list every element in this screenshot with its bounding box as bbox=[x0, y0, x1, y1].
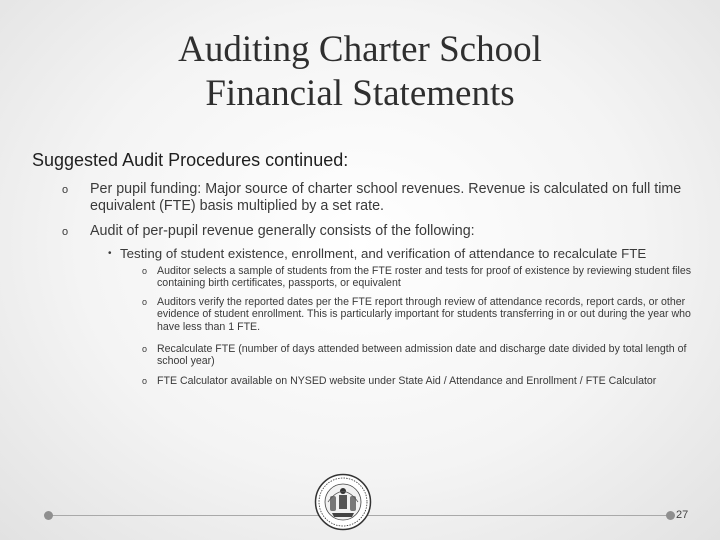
page-number: 27 bbox=[676, 509, 689, 521]
sub-sub-bullet-text: Recalculate FTE (number of days attended between admission date and discharge date divided by total length of school year) bbox=[157, 343, 687, 368]
bullet-marker: o bbox=[62, 184, 69, 196]
bullet-text: Audit of per-pupil revenue generally consists of the following: bbox=[90, 223, 475, 239]
footer-left-dot-icon bbox=[44, 511, 53, 520]
section-heading: Suggested Audit Procedures continued: bbox=[32, 150, 349, 170]
bullet-text: Per pupil funding: Major source of charter school revenues. Revenue is calculated on full time equivalent (FTE) basis multiplied by a set rate. bbox=[90, 181, 682, 214]
sub-sub-bullet-text: FTE Calculator available on NYSED website under State Aid / Attendance and Enrollment / FTE Calculator bbox=[157, 375, 657, 387]
sub-sub-bullet-text: Auditors verify the reported dates per the FTE report through review of attendance records, report cards, or other evidence of student enrollment. This is particularly important for students transferring in or out during the year who have less than 1 FTE. bbox=[157, 296, 691, 333]
slide-title bbox=[0, 28, 720, 116]
slide-title-line-2: Financial Statements bbox=[205, 73, 515, 114]
new-york-state-seal-icon bbox=[314, 473, 372, 536]
slide-title-line-1: Auditing Charter School bbox=[178, 29, 542, 70]
sub-sub-bullet-text: Auditor selects a sample of students from the FTE roster and tests for proof of existence by reviewing student files containing birth certificates, passports, or equivalent bbox=[157, 265, 692, 290]
sub-sub-bullet-marker: o bbox=[142, 297, 148, 307]
sub-sub-bullet-marker: o bbox=[142, 344, 148, 354]
sub-bullet-marker: • bbox=[108, 248, 112, 259]
sub-sub-bullet-marker: o bbox=[142, 376, 148, 386]
sub-bullet-text: Testing of student existence, enrollment, and verification of attendance to recalculate FTE bbox=[120, 246, 647, 261]
sub-sub-bullet-marker: o bbox=[142, 266, 148, 276]
bullet-marker: o bbox=[62, 226, 69, 238]
footer-right-dot-icon bbox=[666, 511, 675, 520]
